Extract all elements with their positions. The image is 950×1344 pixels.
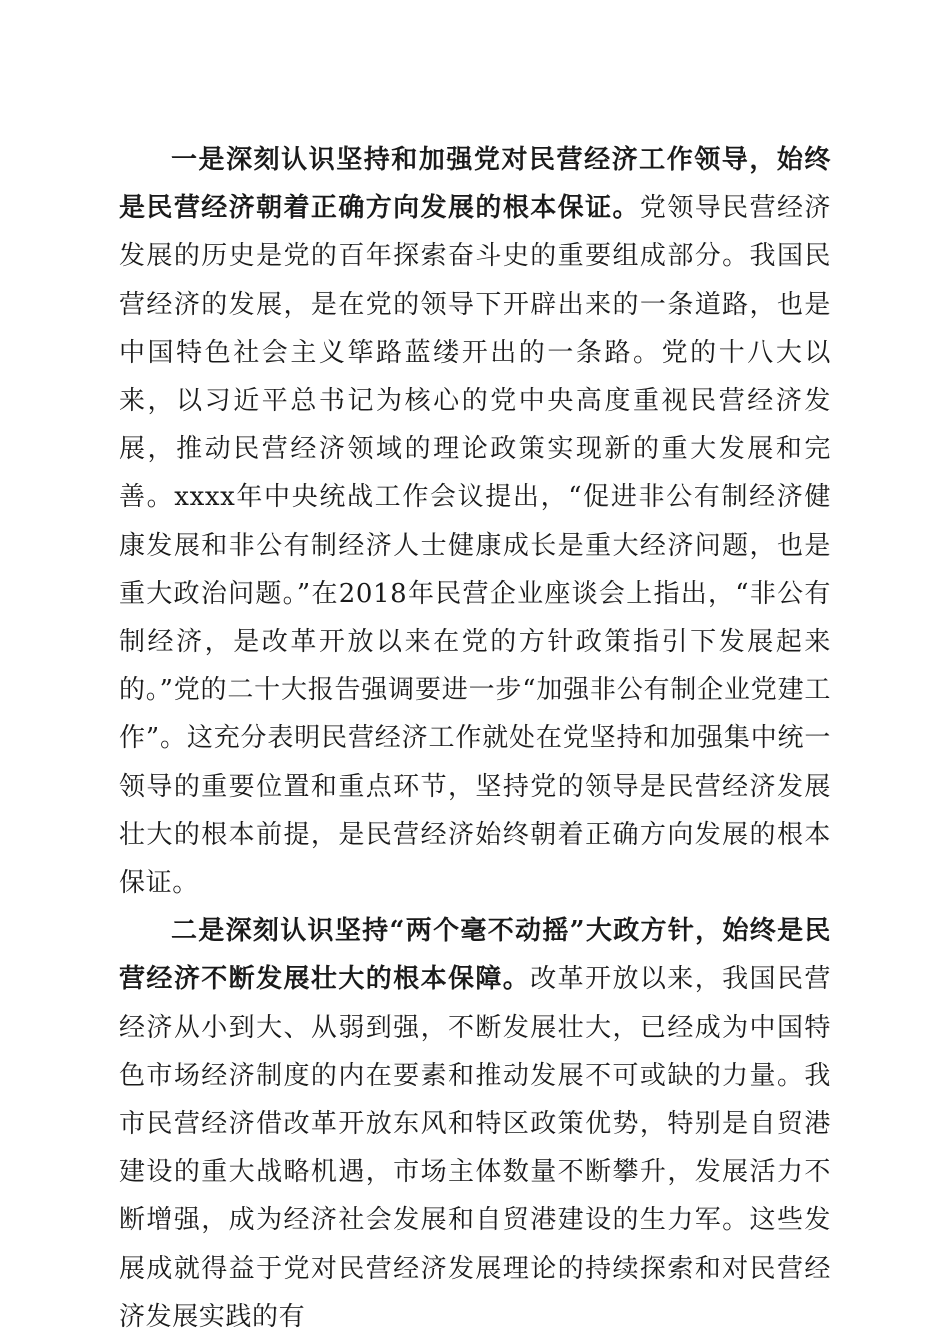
- paragraph-2-lead: 二是深刻认识坚持“两个毫不动摇”大政方针，始终是民营经济不断发展壮大的根本保障。: [119, 916, 831, 995]
- paragraph-2-body: 改革开放以来，我国民营经济从小到大、从弱到强，不断发展壮大，已经成为中国特色市场经济制度的内在要素和推动发展不可或缺的力量。我市民营经济借改革开放东风和特区政策优势，特别是自贸港建设的重大战略机遇，市场主体数量不断攀升，发展活力不断增强，成为经济社会发展和自贸港建设的生力军。这些发展成就得益于党对民营经济发展理论的持续探索和对民营经济发展实践的有: [119, 964, 831, 1332]
- paragraph-2: [119, 907, 831, 1341]
- document-body: [119, 136, 831, 1341]
- paragraph-1-lead: 一是深刻认识坚持和加强党对民营经济工作领导，始终是民营经济朝着正确方向发展的根本保证。: [119, 145, 831, 224]
- paragraph-1-body: 党领导民营经济发展的历史是党的百年探索奋斗史的重要组成部分。我国民营经济的发展，是在党的领导下开辟出来的一条道路，也是中国特色社会主义筚路蓝缕开出的一条路。党的十八大以来，以习近平总书记为核心的党中央高度重视民营经济发展，推动民营经济领域的理论政策实现新的重大发展和完善。xxxx年中央统战工作会议提出，“促进非公有制经济健康发展和非公有制经济人士健康成长是重大经济问题，也是重大政治问题。”在2018年民营企业座谈会上指出，“非公有制经济，是改革开放以来在党的方针政策指引下发展起来的。”党的二十大报告强调要进一步“加强非公有制企业党建工作”。这充分表明民营经济工作就处在党坚持和加强集中统一领导的重要位置和重点环节，坚持党的领导是民营经济发展壮大的根本前提，是民营经济始终朝着正确方向发展的根本保证。: [119, 193, 832, 899]
- paragraph-1: [119, 136, 831, 907]
